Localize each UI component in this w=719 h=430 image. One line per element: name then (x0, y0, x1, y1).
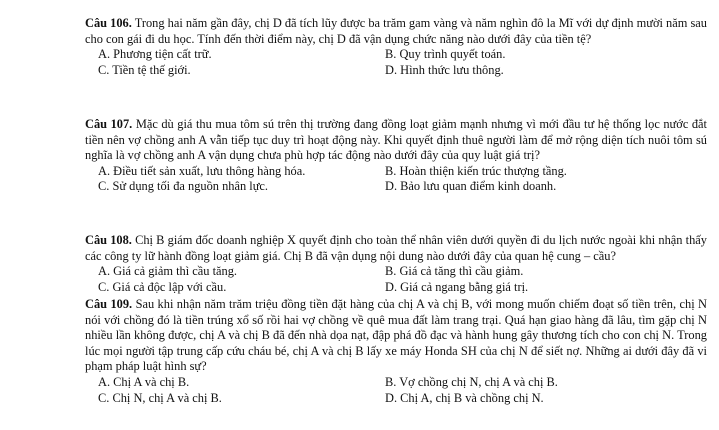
option-a: A. Chị A và chị B. (98, 374, 190, 389)
question-109 (85, 297, 707, 406)
option-d: D. Bảo lưu quan điểm kinh doanh. (385, 179, 557, 194)
option-c: C. Sử dụng tối đa nguồn nhân lực. (98, 179, 269, 194)
option-c: C. Tiền tệ thế giới. (98, 62, 191, 77)
option-c: C. Chị N, chị A và chị B. (98, 390, 222, 405)
question-stem (85, 233, 707, 264)
question-107 (85, 117, 707, 195)
option-a: A. Giá cả giảm thì cầu tăng. (98, 264, 238, 279)
option-d: D. Giá cả ngang bằng giá trị. (385, 279, 529, 294)
option-b: B. Quy trình quyết toán. (385, 47, 506, 62)
question-number: Câu 107. (85, 117, 133, 131)
answer-options (85, 164, 707, 195)
question-stem (85, 117, 707, 164)
question-text: Mặc dù giá thu mua tôm sú trên thị trường đang đồng loạt giảm mạnh nhưng vì mới đầu tư hệ thống lọc nước đắt tiền nên vợ chồng anh A vẫn tiếp tục duy trì hoạt động này. Khi quyết định thuê người làm để mở rộng diện tích nuôi tôm sú nghĩa là vợ chồng anh A vận dụng chưa phù hợp tác động nào dưới đây của quy luật giá trị? (85, 117, 707, 163)
option-a: A. Phương tiện cất trữ. (98, 47, 212, 62)
question-number: Câu 108. (85, 233, 132, 247)
option-a: A. Điều tiết sản xuất, lưu thông hàng hóa. (98, 163, 306, 178)
option-c: C. Giá cả độc lập với cầu. (98, 279, 227, 294)
question-stem (85, 297, 707, 375)
question-108 (85, 233, 707, 295)
answer-options (85, 264, 707, 295)
question-106 (85, 16, 707, 78)
answer-options (85, 47, 707, 78)
question-text: Sau khi nhận năm trăm triệu đồng tiền đặt hàng của chị A và chị B, với mong muốn chiếm đoạt số tiền trên, chị N nói với chồng đó là tiền trúng xổ số rồi hai vợ chồng về quê mua đất làm trang trại. Quá hạn giao hàng đã lâu, tìm gặp chị N nhiều lần không được, chị A và chị B đã đến nhà dọa nạt, đập phá đồ đạc và hành hung gây thương tích cho con chị N. Trong lúc mọi người tập trung cấp cứu cháu bé, chị A và chị B lấy xe máy Honda SH của chị N để siết nợ. Những ai dưới đây đã vi phạm pháp luật hình sự? (85, 297, 708, 374)
question-number: Câu 106. (85, 16, 132, 30)
option-b: B. Giá cả tăng thì cầu giảm. (385, 264, 524, 279)
question-number: Câu 109. (85, 297, 133, 311)
option-b: B. Vợ chồng chị N, chị A và chị B. (385, 374, 558, 389)
option-d: D. Chị A, chị B và chồng chị N. (385, 390, 544, 405)
option-d: D. Hình thức lưu thông. (385, 62, 504, 77)
question-text: Trong hai năm gần đây, chị D đã tích lũy được ba trăm gam vàng và năm nghìn đô la Mĩ với dự định mười năm sau cho con gái đi du học. Tính đến thời điểm này, chị D đã vận dụng chức năng nào dưới đây của tiền tệ? (85, 16, 707, 46)
question-stem (85, 16, 707, 47)
question-text: Chị B giám đốc doanh nghiệp X quyết định cho toàn thể nhân viên dưới quyền đi du lịch nước ngoài khi nhận thấy các công ty lữ hành đồng loạt giảm giá. Chị B đã vận dụng nội dung nào dưới đây của quan hệ cung – cầu? (85, 233, 707, 263)
answer-options (85, 375, 707, 406)
option-b: B. Hoàn thiện kiến trúc thượng tầng. (385, 163, 567, 178)
